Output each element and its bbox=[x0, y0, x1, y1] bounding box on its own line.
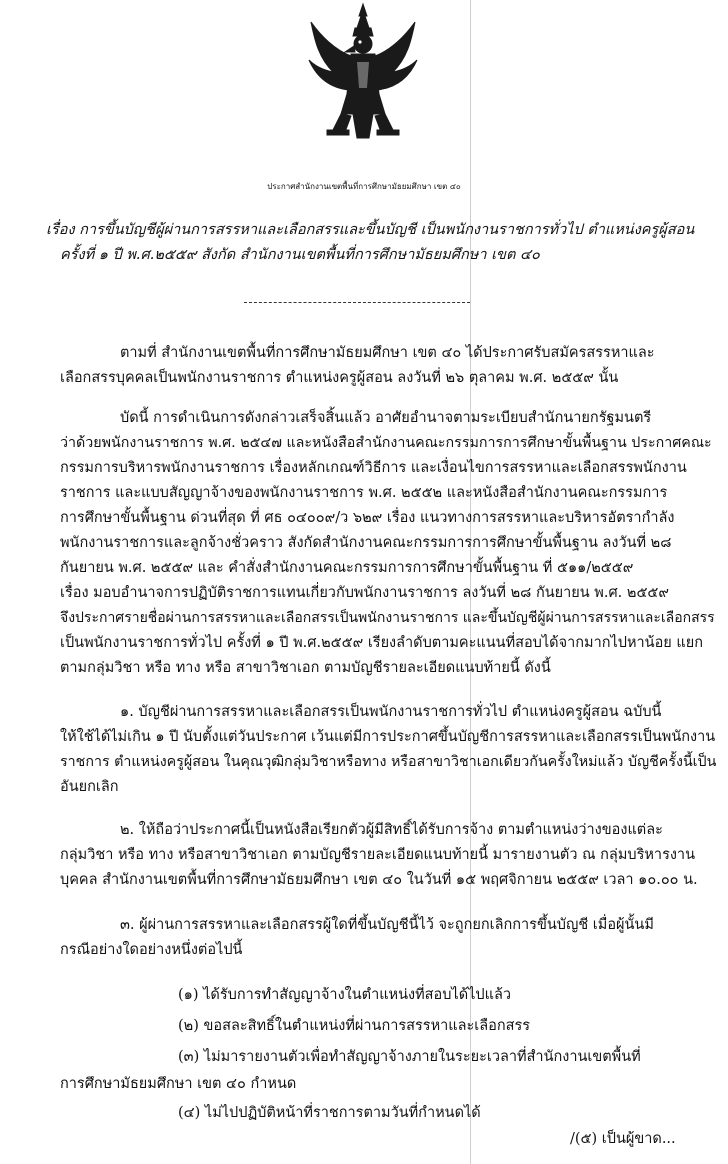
clause-1-line: ราชการ ตำแหน่งครูผู้สอน ในคุณวุฒิกลุ่มวิชาหรือทาง หรือสาขาวิชาเอกเดียวกันครั้งใหม่แล้ว บัญชีครั้งนี้เป็น bbox=[60, 754, 717, 770]
paragraph-2-line: ว่าด้วยพนักงานราชการ พ.ศ. ๒๕๔๗ และหนังสือสำนักงานคณะกรรมการการศึกษาขั้นพื้นฐาน ประกาศคณะ bbox=[60, 435, 712, 451]
paragraph-2-line: บัดนี้ การดำเนินการดังกล่าวเสร็จสิ้นแล้ว อาศัยอำนาจตามระเบียบสำนักนายกรัฐมนตรี bbox=[120, 410, 652, 426]
subject-line-1: เรื่อง การขึ้นบัญชีผู้ผ่านการสรรหาและเลือกสรรและขึ้นบัญชี เป็นพนักงานราชการทั่วไป ตำแหน่งครูผู้สอน bbox=[46, 222, 695, 238]
paragraph-1-line: ตามที่ สำนักงานเขตพื้นที่การศึกษามัธยมศึกษา เขต ๔๐ ได้ประกาศรับสมัครสรรหาและ bbox=[120, 345, 655, 361]
paragraph-2-line: เรื่อง มอบอำนาจการปฏิบัติราชการแทนเกี่ยวกับพนักงานราชการ ลงวันที่ ๒๘ กันยายน พ.ศ. ๒๕๕๙ bbox=[60, 585, 670, 601]
paragraph-2-line: พนักงานราชการและลูกจ้างชั่วคราว สังกัดสำนักงานคณะกรรมการการศึกษาขั้นพื้นฐาน ลงวันที่ ๒๘ bbox=[60, 535, 672, 551]
paragraph-2-line: กรรมการบริหารพนักงานราชการ เรื่องหลักเกณฑ์วิธีการ และเงื่อนไขการสรรหาและเลือกสรรพนักงาน bbox=[60, 460, 687, 476]
separator-line bbox=[244, 302, 470, 303]
clause-1-line: ๑. บัญชีผ่านการสรรหาและเลือกสรรเป็นพนักงานราชการทั่วไป ตำแหน่งครูผู้สอน ฉบับนี้ bbox=[120, 704, 662, 720]
announcement-title: ประกาศสำนักงานเขตพื้นที่การศึกษามัธยมศึกษา เขต ๔๐ bbox=[267, 182, 461, 191]
garuda-emblem-icon bbox=[305, 2, 421, 142]
clause-3-line: ๓. ผู้ผ่านการสรรหาและเลือกสรรผู้ใดที่ขึ้นบัญชีนี้ไว้ จะถูกยกเลิกการขึ้นบัญชี เมื่อผู้นั้นมี bbox=[120, 917, 654, 933]
condition-item-3: (๓) ไม่มารายงานตัวเพื่อทำสัญญาจ้างภายในระยะเวลาที่สำนักงานเขตพื้นที่ bbox=[178, 1049, 641, 1065]
condition-item-3-continuation: การศึกษามัธยมศึกษา เขต ๔๐ กำหนด bbox=[60, 1076, 297, 1092]
paragraph-2-line: การศึกษาขั้นพื้นฐาน ด่วนที่สุด ที่ ศธ ๐๔๐๐๙/ว ๖๒๙ เรื่อง แนวทางการสรรหาและบริหารอัตรากำลัง bbox=[60, 510, 675, 526]
clause-2-line: ๒. ให้ถือว่าประกาศนี้เป็นหนังสือเรียกตัวผู้มีสิทธิ์ได้รับการจ้าง ตามตำแหน่งว่างของแต่ละ bbox=[120, 822, 663, 838]
paragraph-2-line: ราชการ และแบบสัญญาจ้างของพนักงานราชการ พ.ศ. ๒๕๕๒ และหนังสือสำนักงานคณะกรรมการ bbox=[60, 485, 668, 501]
condition-item-1: (๑) ได้รับการทำสัญญาจ้างในตำแหน่งที่สอบได้ไปแล้ว bbox=[178, 987, 512, 1003]
paragraph-2-line: เป็นพนักงานราชการทั่วไป ครั้งที่ ๑ ปี พ.ศ.๒๕๕๙ เรียงลำดับตามคะแนนที่สอบได้จากมากไปหาน้อย แยก bbox=[60, 635, 704, 651]
condition-item-4: (๔) ไม่ไปปฏิบัติหน้าที่ราชการตามวันที่กำหนดได้ bbox=[178, 1105, 481, 1121]
page-continuation-note: /(๕) เป็นผู้ขาด... bbox=[570, 1131, 676, 1147]
paragraph-2-line: กันยายน พ.ศ. ๒๕๕๙ และ คำสั่งสำนักงานคณะกรรมการการศึกษาขั้นพื้นฐาน ที่ ๕๑๑/๒๕๕๙ bbox=[60, 560, 634, 576]
paragraph-2-line: ตามกลุ่มวิชา หรือ ทาง หรือ สาขาวิชาเอก ตามบัญชีรายละเอียดแนบท้ายนี้ ดังนี้ bbox=[60, 660, 551, 676]
paragraph-2-line: จึงประกาศรายชื่อผ่านการสรรหาและเลือกสรรเป็นพนักงานราชการ และขึ้นบัญชีผู้ผ่านการสรรหาและเลือกสรร bbox=[60, 610, 715, 626]
clause-2-line: บุคคล สำนักงานเขตพื้นที่การศึกษามัธยมศึกษา เขต ๔๐ ในวันที่ ๑๕ พฤศจิกายน ๒๕๕๙ เวลา ๑๐.๐๐ น. bbox=[60, 872, 698, 888]
subject-line-2: ครั้งที่ ๑ ปี พ.ศ.๒๕๕๙ สังกัด สำนักงานเขตพื้นที่การศึกษามัธยมศึกษา เขต ๔๐ bbox=[60, 247, 540, 263]
clause-1-line: อันยกเลิก bbox=[60, 779, 119, 795]
clause-1-line: ให้ใช้ได้ไม่เกิน ๑ ปี นับตั้งแต่วันประกาศ เว้นแต่มีการประกาศขึ้นบัญชีการสรรหาและเลือกสรรเป็นพนักงาน bbox=[60, 729, 716, 745]
condition-item-2: (๒) ขอสละสิทธิ์ในตำแหน่งที่ผ่านการสรรหาและเลือกสรร bbox=[178, 1018, 531, 1034]
clause-2-line: กลุ่มวิชา หรือ ทาง หรือสาขาวิชาเอก ตามบัญชีรายละเอียดแนบท้ายนี้ มารายงานตัว ณ กลุ่มบริหารงาน bbox=[60, 847, 695, 863]
clause-3-line: กรณีอย่างใดอย่างหนึ่งต่อไปนี้ bbox=[60, 942, 243, 958]
paragraph-1-line: เลือกสรรบุคคลเป็นพนักงานราชการ ตำแหน่งครูผู้สอน ลงวันที่ ๒๖ ตุลาคม พ.ศ. ๒๕๕๙ นั้น bbox=[60, 370, 619, 386]
